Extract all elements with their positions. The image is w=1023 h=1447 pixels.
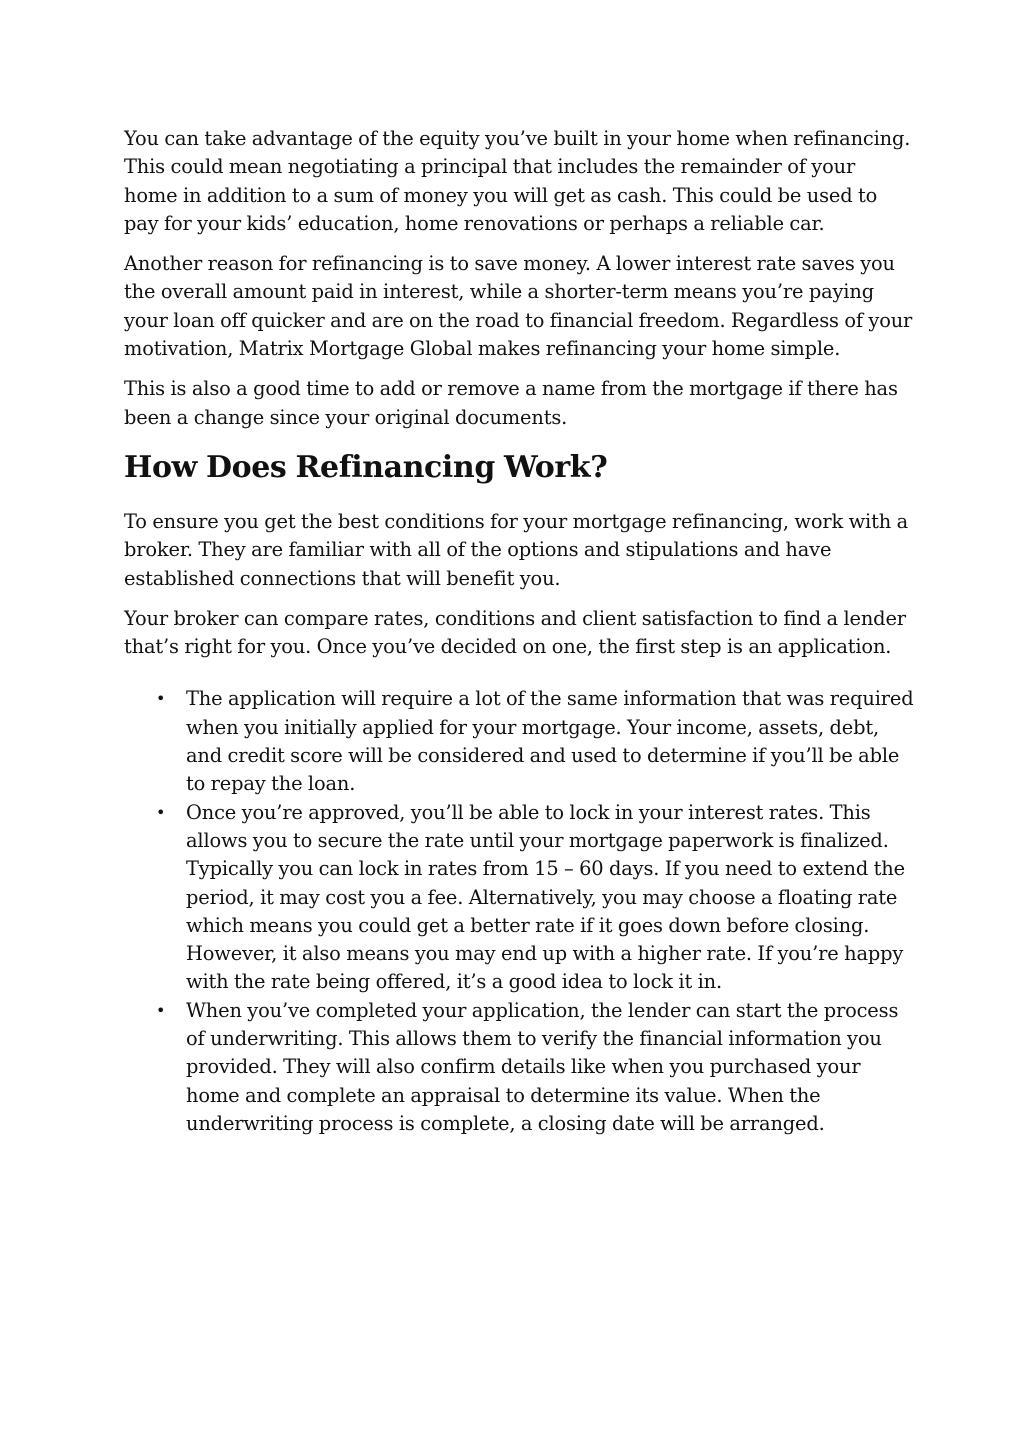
bullet-icon: • [156, 1000, 166, 1020]
intro-paragraph-equity: You can take advantage of the equity you’ve built in your home when refinancing. This could mean negotiating a principal that includes the remainder of your home in addition to a sum of money you will get as cash. This could be used to pay for your kids’ education, home renovations or perhaps a reliable car. [124, 127, 911, 235]
body-paragraph-broker: To ensure you get the best conditions for your mortgage refinancing, work with a broker. They are familiar with all of the options and stipulations and have established connections that will benefit you. [124, 509, 909, 590]
list-item [156, 997, 914, 1138]
intro-paragraph-save-money: Another reason for refinancing is to save money. A lower interest rate saves you the overall amount paid in interest, while a shorter-term means you’re paying your loan off quicker and are on the road to financial freedom. Regardless of your motivation, Matrix Mortgage Global makes refinancing your home simple. [124, 252, 913, 361]
list-item [156, 685, 914, 798]
list-item-text: When you’ve completed your application, the lender can start the process of underwriting. This allows them to verify the financial information you provided. They will also confirm details like when you purchased your home and complete an appraisal to determine its value. When the underwriting process is complete, a closing date will be arranged. [186, 998, 899, 1135]
list-item [156, 799, 914, 997]
list-item-text: The application will require a lot of the same information that was required when you initially applied for your mortgage. Your income, assets, debt, and credit score will be considered and used to determine if you’ll be able to repay the loan. [186, 687, 914, 796]
document-page [124, 125, 914, 1138]
section-heading: How Does Refinancing Work? [124, 449, 608, 485]
list-item-text: Once you’re approved, you’ll be able to lock in your interest rates. This allows you to secure the rate until your mortgage paperwork is finalized. Typically you can lock in rates from 15 – 60 days. If you need to extend the period, it may cost you a fee. Alternatively, you may choose a floating rate which means you could get a better rate if it goes down before closing. However, it also means you may end up with a higher rate. If you’re happy with the rate being offered, it’s a good idea to lock it in. [186, 800, 905, 994]
intro-paragraph-name-change: This is also a good time to add or remove a name from the mortgage if there has been a change since your original documents. [124, 377, 898, 429]
steps-bullet-list [124, 685, 914, 1138]
body-paragraph-compare-rates: Your broker can compare rates, conditions and client satisfaction to find a lender that’s right for you. Once you’ve decided on one, the first step is an application. [124, 606, 906, 659]
bullet-icon: • [156, 689, 166, 709]
bullet-icon: • [156, 802, 166, 822]
